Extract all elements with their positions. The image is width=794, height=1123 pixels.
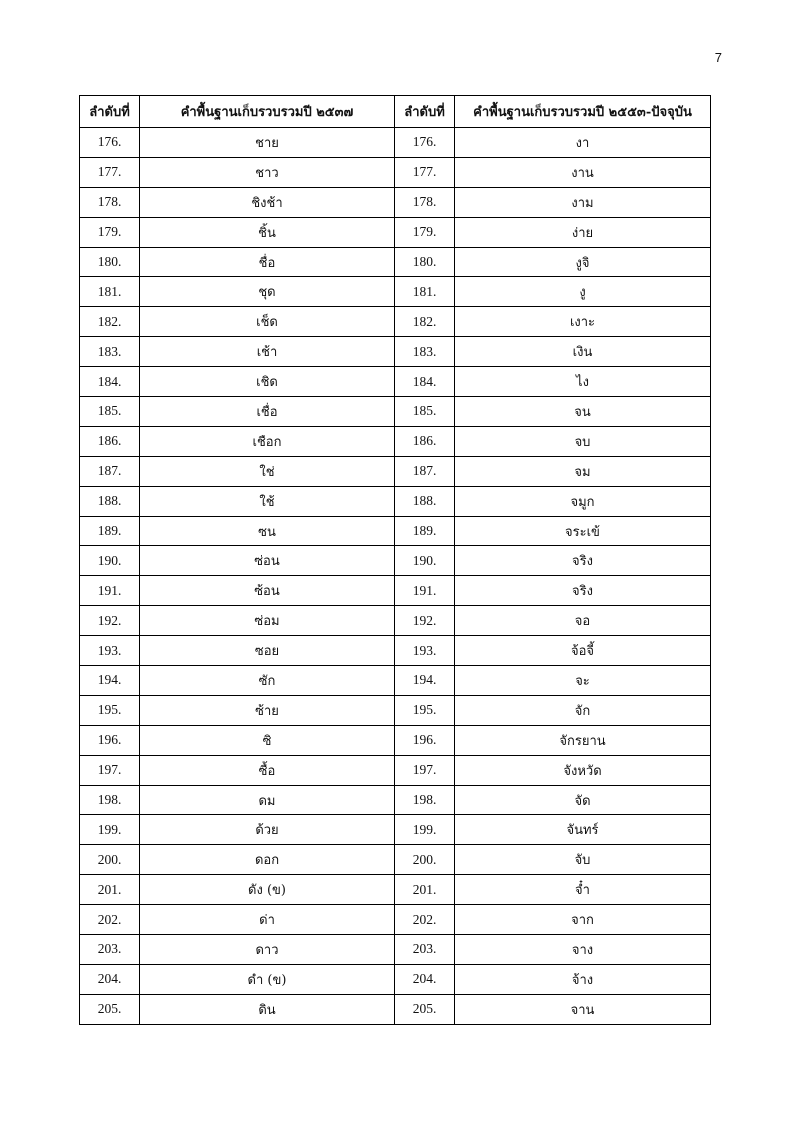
word-2537-cell: ซ้าย — [140, 695, 395, 725]
word-2537-cell: ซ้อน — [140, 576, 395, 606]
word-2553-cell: จะ — [455, 666, 711, 696]
order-2553-cell: 194. — [395, 666, 455, 696]
table-row — [80, 277, 711, 307]
order-2553-cell: 176. — [395, 128, 455, 158]
word-2553-cell: เงิน — [455, 337, 711, 367]
word-2553-cell: จ๋ำ — [455, 875, 711, 905]
order-2553-cell: 199. — [395, 815, 455, 845]
word-2537-cell: ซอย — [140, 636, 395, 666]
table-row — [80, 725, 711, 755]
table-row — [80, 785, 711, 815]
word-2537-cell: ด่า — [140, 905, 395, 935]
word-2553-cell: จมูก — [455, 486, 711, 516]
table-body — [80, 128, 711, 1025]
order-2537-cell: 198. — [80, 785, 140, 815]
order-2553-cell: 200. — [395, 845, 455, 875]
table-row — [80, 666, 711, 696]
order-2537-cell: 183. — [80, 337, 140, 367]
word-2553-cell: จักรยาน — [455, 725, 711, 755]
order-2537-cell: 179. — [80, 217, 140, 247]
table-row — [80, 486, 711, 516]
order-2537-cell: 203. — [80, 935, 140, 965]
order-2537-cell: 204. — [80, 964, 140, 994]
word-2537-cell: ใช่ — [140, 456, 395, 486]
word-2553-cell: จัก — [455, 695, 711, 725]
order-2553-cell: 205. — [395, 994, 455, 1024]
word-2553-cell: จันทร์ — [455, 815, 711, 845]
order-2537-cell: 190. — [80, 546, 140, 576]
header-words-2553: คำพื้นฐานเก็บรวบรวมปี ๒๕๕๓-ปัจจุบัน — [455, 96, 711, 128]
order-2553-cell: 191. — [395, 576, 455, 606]
table-row — [80, 606, 711, 636]
order-2537-cell: 181. — [80, 277, 140, 307]
order-2553-cell: 196. — [395, 725, 455, 755]
order-2553-cell: 192. — [395, 606, 455, 636]
order-2537-cell: 186. — [80, 426, 140, 456]
word-2537-cell: ซัก — [140, 666, 395, 696]
table-row — [80, 875, 711, 905]
word-2553-cell: จอ — [455, 606, 711, 636]
word-2537-cell: ใช้ — [140, 486, 395, 516]
table-row — [80, 426, 711, 456]
order-2553-cell: 180. — [395, 247, 455, 277]
word-2553-cell: จังหวัด — [455, 755, 711, 785]
table-row — [80, 845, 711, 875]
header-words-2537: คำพื้นฐานเก็บรวบรวมปี ๒๕๓๗ — [140, 96, 395, 128]
table-row — [80, 964, 711, 994]
order-2553-cell: 187. — [395, 456, 455, 486]
order-2553-cell: 203. — [395, 935, 455, 965]
word-2537-cell: ซื้อ — [140, 755, 395, 785]
order-2553-cell: 181. — [395, 277, 455, 307]
table-row — [80, 815, 711, 845]
word-2553-cell: จัด — [455, 785, 711, 815]
order-2553-cell: 198. — [395, 785, 455, 815]
order-2553-cell: 178. — [395, 187, 455, 217]
word-2537-cell: ชาย — [140, 128, 395, 158]
table-row — [80, 935, 711, 965]
table-row — [80, 994, 711, 1024]
word-2537-cell: ด้วย — [140, 815, 395, 845]
word-2537-cell: ชิงช้า — [140, 187, 395, 217]
table-row — [80, 217, 711, 247]
word-2537-cell: ชาว — [140, 157, 395, 187]
word-2553-cell: งา — [455, 128, 711, 158]
order-2537-cell: 194. — [80, 666, 140, 696]
table-row — [80, 247, 711, 277]
order-2537-cell: 199. — [80, 815, 140, 845]
word-2537-cell: เช้า — [140, 337, 395, 367]
table-row — [80, 456, 711, 486]
order-2553-cell: 190. — [395, 546, 455, 576]
word-comparison-table — [79, 95, 711, 1025]
order-2553-cell: 195. — [395, 695, 455, 725]
word-2537-cell: ดำ (ข) — [140, 964, 395, 994]
order-2553-cell: 183. — [395, 337, 455, 367]
order-2537-cell: 201. — [80, 875, 140, 905]
word-2553-cell: เงาะ — [455, 307, 711, 337]
order-2537-cell: 188. — [80, 486, 140, 516]
word-2553-cell: จับ — [455, 845, 711, 875]
table-row — [80, 367, 711, 397]
order-2537-cell: 187. — [80, 456, 140, 486]
word-2553-cell: จระเข้ — [455, 516, 711, 546]
table-row — [80, 905, 711, 935]
word-2553-cell: จ้าง — [455, 964, 711, 994]
header-order-1: ลำดับที่ — [80, 96, 140, 128]
page-number: 7 — [714, 50, 722, 65]
word-2537-cell: ซ่อน — [140, 546, 395, 576]
order-2553-cell: 201. — [395, 875, 455, 905]
table-row — [80, 546, 711, 576]
order-2553-cell: 184. — [395, 367, 455, 397]
word-2537-cell: ดอก — [140, 845, 395, 875]
table-row — [80, 636, 711, 666]
table-row — [80, 397, 711, 427]
word-2553-cell: จน — [455, 397, 711, 427]
table-row — [80, 576, 711, 606]
order-2537-cell: 178. — [80, 187, 140, 217]
word-2537-cell: ซ่อม — [140, 606, 395, 636]
table-row — [80, 307, 711, 337]
table-row — [80, 187, 711, 217]
word-2537-cell: ดาว — [140, 935, 395, 965]
word-2553-cell: จาน — [455, 994, 711, 1024]
order-2553-cell: 186. — [395, 426, 455, 456]
order-2537-cell: 189. — [80, 516, 140, 546]
order-2537-cell: 185. — [80, 397, 140, 427]
order-2537-cell: 196. — [80, 725, 140, 755]
word-2537-cell: ชุด — [140, 277, 395, 307]
word-2553-cell: จบ — [455, 426, 711, 456]
order-2537-cell: 200. — [80, 845, 140, 875]
word-2537-cell: ดัง (ข) — [140, 875, 395, 905]
word-2537-cell: ซิ — [140, 725, 395, 755]
word-2553-cell: จาง — [455, 935, 711, 965]
table-row — [80, 516, 711, 546]
order-2553-cell: 197. — [395, 755, 455, 785]
word-2537-cell: ดิน — [140, 994, 395, 1024]
word-2553-cell: ไง — [455, 367, 711, 397]
order-2553-cell: 182. — [395, 307, 455, 337]
table-row — [80, 755, 711, 785]
word-2553-cell: จม — [455, 456, 711, 486]
word-2553-cell: งูจิ — [455, 247, 711, 277]
order-2537-cell: 197. — [80, 755, 140, 785]
order-2553-cell: 204. — [395, 964, 455, 994]
word-2553-cell: จริง — [455, 546, 711, 576]
order-2537-cell: 182. — [80, 307, 140, 337]
table-row — [80, 157, 711, 187]
word-2553-cell: จาก — [455, 905, 711, 935]
table-row — [80, 695, 711, 725]
order-2537-cell: 205. — [80, 994, 140, 1024]
order-2537-cell: 193. — [80, 636, 140, 666]
word-2537-cell: ชิ้น — [140, 217, 395, 247]
table-row — [80, 128, 711, 158]
word-2553-cell: จริง — [455, 576, 711, 606]
order-2553-cell: 185. — [395, 397, 455, 427]
word-2537-cell: ชื่อ — [140, 247, 395, 277]
word-2537-cell: เชิด — [140, 367, 395, 397]
order-2537-cell: 180. — [80, 247, 140, 277]
order-2553-cell: 189. — [395, 516, 455, 546]
word-2553-cell: จ้อจี้ — [455, 636, 711, 666]
order-2537-cell: 177. — [80, 157, 140, 187]
order-2553-cell: 179. — [395, 217, 455, 247]
order-2537-cell: 195. — [80, 695, 140, 725]
order-2537-cell: 176. — [80, 128, 140, 158]
order-2553-cell: 202. — [395, 905, 455, 935]
word-2553-cell: งาน — [455, 157, 711, 187]
word-2537-cell: เช็ด — [140, 307, 395, 337]
word-2553-cell: ง่าย — [455, 217, 711, 247]
order-2537-cell: 184. — [80, 367, 140, 397]
header-order-2: ลำดับที่ — [395, 96, 455, 128]
word-2553-cell: งู — [455, 277, 711, 307]
order-2553-cell: 188. — [395, 486, 455, 516]
order-2553-cell: 193. — [395, 636, 455, 666]
word-2553-cell: งาม — [455, 187, 711, 217]
word-2537-cell: ซน — [140, 516, 395, 546]
word-2537-cell: เชื่อ — [140, 397, 395, 427]
order-2537-cell: 192. — [80, 606, 140, 636]
word-2537-cell: เชือก — [140, 426, 395, 456]
order-2537-cell: 202. — [80, 905, 140, 935]
order-2537-cell: 191. — [80, 576, 140, 606]
word-2537-cell: ดม — [140, 785, 395, 815]
header-row — [80, 96, 711, 128]
table-row — [80, 337, 711, 367]
order-2553-cell: 177. — [395, 157, 455, 187]
